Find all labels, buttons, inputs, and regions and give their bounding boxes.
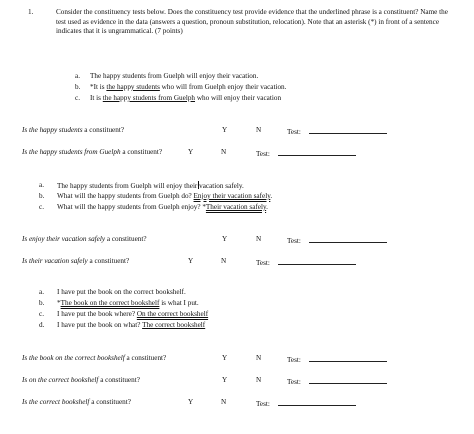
- question-row: Is enjoy their vacation safely a constituent?: [22, 235, 147, 243]
- example-2c: c.: [39, 203, 44, 211]
- yes-option[interactable]: Y: [222, 376, 228, 384]
- example-1a-text: The happy students from Guelph will enjoy their vacation.: [90, 72, 259, 80]
- question-row: Is the correct bookshelf a constituent?: [22, 398, 131, 406]
- yes-option[interactable]: Y: [222, 354, 228, 362]
- test-answer: Test:: [256, 148, 356, 159]
- test-answer-blank[interactable]: [278, 398, 356, 406]
- yes-option[interactable]: Y: [222, 126, 228, 134]
- example-3d: d.: [39, 321, 45, 329]
- yes-option[interactable]: Y: [188, 398, 194, 406]
- test-answer-blank[interactable]: [278, 257, 356, 265]
- yes-option[interactable]: Y: [222, 235, 228, 243]
- test-answer-blank[interactable]: [278, 148, 356, 156]
- example-3d-text: I have put the book on what? The correct bookshelf: [57, 321, 206, 329]
- test-answer: Test:: [256, 257, 356, 268]
- no-option[interactable]: N: [256, 376, 262, 384]
- underlined-phrase: Their vacation safely: [205, 203, 267, 211]
- test-answer: Test:: [256, 398, 356, 409]
- no-option[interactable]: N: [256, 126, 262, 134]
- example-1c-text: It is the happy students from Guelph who will enjoy their vacation: [90, 94, 282, 102]
- question-instructions: Consider the constituency tests below. Does the constituency test provide evidence that the underlined phrase is a constituent? Name the test used as evidence in the data (answers a question, pronoun substitution, relocation). Note that an asterisk (*) in front of a sentence indicates that it is ungrammatical. (7 points): [56, 8, 448, 35]
- no-option[interactable]: N: [221, 257, 227, 265]
- underlined-phrase: the happy students from Guelph: [102, 94, 196, 102]
- question-row: Is the book on the correct bookshelf a constituent?: [22, 354, 167, 362]
- no-option[interactable]: N: [256, 235, 262, 243]
- test-answer: Test:: [287, 126, 387, 137]
- example-1a: a.: [75, 72, 80, 80]
- example-1b-text: *It is the happy students who will from Guelph enjoy their vacation.: [90, 83, 287, 91]
- underlined-phrase: The book on the correct bookshelf: [60, 299, 160, 307]
- question-row: Is their vacation safely a constituent?: [22, 257, 130, 265]
- example-2a-text: The happy students from Guelph will enjoy their vacation safely.: [57, 182, 244, 190]
- example-3b-text: *The book on the correct bookshelf is what I put.: [57, 299, 199, 307]
- example-1b: b.: [75, 83, 81, 91]
- example-3c-text: I have put the book where? On the correct bookshelf: [57, 310, 209, 318]
- test-answer-blank[interactable]: [309, 126, 387, 134]
- example-2a: a.: [39, 181, 44, 189]
- example-3b: b.: [39, 299, 45, 307]
- example-2b-text: What will the happy students from Guelph do? Enjoy their vacation safely.: [57, 192, 273, 200]
- question-row: Is on the correct bookshelf a constituent?: [22, 376, 140, 384]
- underlined-phrase: On the correct bookshelf: [136, 310, 209, 318]
- underlined-phrase: the happy students: [106, 83, 160, 91]
- test-answer-blank[interactable]: [309, 235, 387, 243]
- underlined-phrase: Enjoy their vacation safely: [193, 192, 271, 200]
- test-answer-blank[interactable]: [309, 376, 387, 384]
- question-number: 1.: [28, 8, 34, 16]
- test-answer: Test:: [287, 354, 387, 365]
- example-2c-text: What will the happy students from Guelph enjoy? *Their vacation safely.: [57, 203, 268, 211]
- question-row: Is the happy students a constituent?: [22, 126, 125, 134]
- no-option[interactable]: N: [221, 148, 227, 156]
- no-option[interactable]: N: [221, 398, 227, 406]
- example-3a: a.: [39, 288, 44, 296]
- example-3a-text: I have put the book on the correct bookshelf.: [57, 288, 186, 296]
- yes-option[interactable]: Y: [188, 257, 194, 265]
- question-row: Is the happy students from Guelph a constituent?: [22, 148, 163, 156]
- test-answer-blank[interactable]: [309, 354, 387, 362]
- yes-option[interactable]: Y: [188, 148, 194, 156]
- test-answer: Test:: [287, 235, 387, 246]
- no-option[interactable]: N: [256, 354, 262, 362]
- example-3c: c.: [39, 310, 44, 318]
- example-1c: c.: [75, 94, 80, 102]
- test-answer: Test:: [287, 376, 387, 387]
- example-2b: b.: [39, 192, 45, 200]
- underlined-phrase: The correct bookshelf: [142, 321, 206, 329]
